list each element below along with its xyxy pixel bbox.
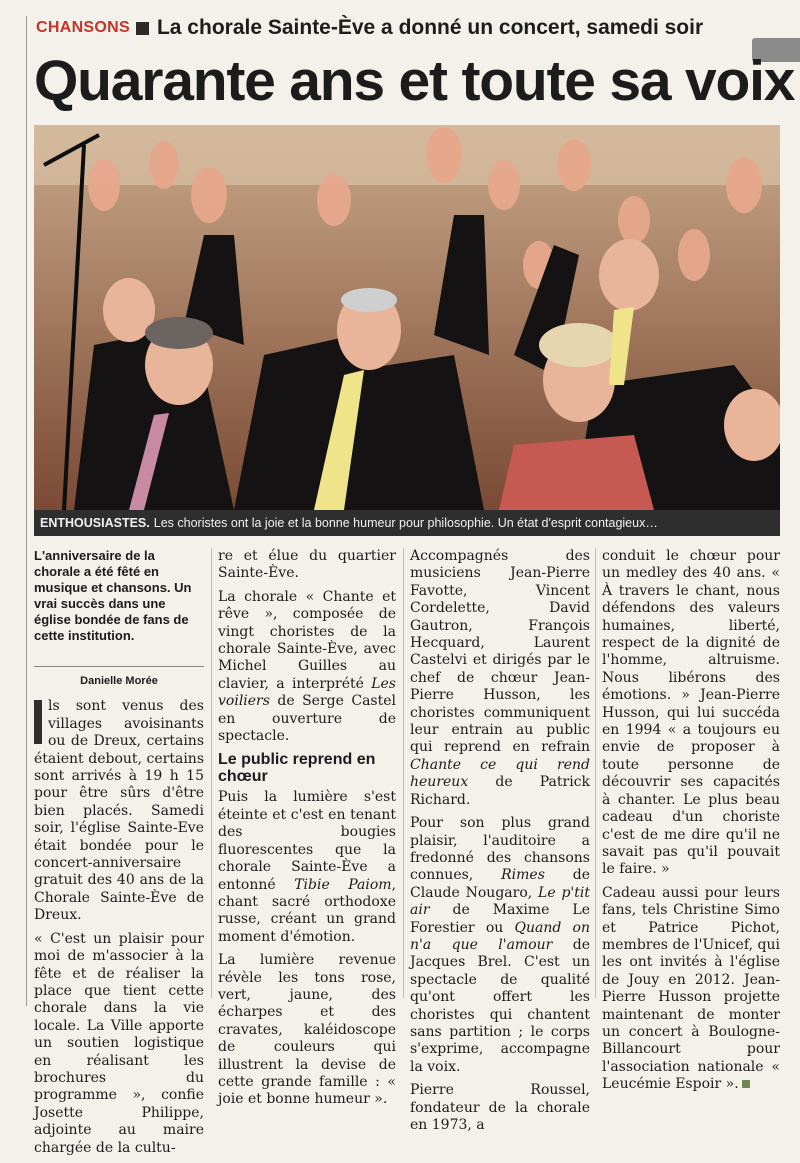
- paragraph: [410, 815, 590, 1076]
- song-title: Rimes: [501, 867, 545, 884]
- paragraph: [218, 589, 396, 746]
- text-run: Cadeau aussi pour leurs fans, tels Christine Simo et Patrice Pichot, membres de l'Unicef, qui les ont invités à l'église de Jouy en 2012. Jean-Pierre Husson projette maintenant de monter un concert à Boulogne-Billancourt pour l'association nationale « Leucémie Espoir ».: [602, 884, 780, 1093]
- byline: Danielle Morée: [34, 666, 204, 690]
- song-title: Quand on n'a que l'amour: [410, 919, 591, 953]
- kicker: [36, 14, 703, 42]
- subheading: Le public reprend en chœur: [218, 751, 376, 786]
- drop-cap-bar: [34, 700, 42, 744]
- text-run: de Patrick Richard.: [410, 774, 590, 808]
- column-1: [34, 548, 204, 1163]
- article-photo: [34, 125, 780, 510]
- song-title: Tibie Paiom: [294, 876, 392, 893]
- paragraph-text: ls sont venus des villages avoisinants ou de Dreux, certains étaient debout, certains sont arrivés à 19 h 15 pour être sûrs d'être bien placés. Samedi soir, l'église Sainte-Eve était bondée pour le concert-anniversaire gratuit des 40 ans de la Chorale Sainte-Ève de Dreux.: [34, 698, 204, 924]
- section-label: CHANSONS: [36, 19, 130, 36]
- photo-caption: [34, 510, 780, 536]
- column-divider: [595, 548, 596, 998]
- headline: Quarante ans et toute sa voix: [34, 49, 795, 113]
- text-run: Accompagnés des musiciens Jean-Pierre Favotte, Vincent Cordelette, David Gautron, François Hecquard, Laurent Castelvi et dirigés par le chef de chœur Jean-Pierre Husson, les choristes communiquent leur entrain au public qui reprend en refrain: [410, 548, 590, 756]
- column-3: [410, 548, 590, 1140]
- paragraph: re et élue du quartier Sainte-Ève.: [218, 548, 396, 582]
- text-run: de Serge Castel en ouverture de spectacle.: [218, 693, 396, 745]
- caption-label: ENTHOUSIASTES.: [40, 516, 150, 530]
- standfirst: L'anniversaire de la chorale a été fêté en musique et chansons. Un vrai succès dans une église bondée de fans de cette institution.: [34, 548, 192, 643]
- caption-text: Les choristes ont la joie et la bonne humeur pour philosophie. Un état d'esprit contagieux…: [153, 516, 658, 530]
- paragraph: La lumière revenue révèle les tons rose, vert, jaune, des écharpes et des cravates, kaléidoscope de couleurs qui illustrent la devise de cette grande famille : « joie et bonne humeur ».: [218, 952, 396, 1108]
- paragraph: [34, 698, 204, 924]
- column-2: [218, 548, 396, 1115]
- end-of-article-icon: [742, 1080, 750, 1088]
- paragraph: « C'est un plaisir pour moi de m'associer à la fête et de réaliser la place que tient cette chorale dans la vie locale. La Ville apporte un soutien logistique en réalisant les brochures du programme », confie Josette Philippe, adjointe au maire chargée de la cultu-: [34, 930, 204, 1156]
- square-bullet-icon: [136, 22, 149, 35]
- text-run: La chorale « Chante et rêve », composée de vingt choristes de la chorale Sainte-Ève, avec Michel Guilles au clavier, a interprété: [218, 588, 396, 692]
- song-title: Les voiliers: [218, 675, 396, 710]
- column-4: [602, 548, 780, 1100]
- song-title: Le p'tit air: [410, 884, 590, 919]
- song-title: Chante ce qui rend heureux: [410, 756, 590, 791]
- paragraph: conduit le chœur pour un medley des 40 ans. « À travers le chant, nous défendons des valeurs humaines, liberté, respect de la dignité de l'homme, altruisme. Nous libérons des émotions. » Jean-Pierre Husson, qui lui succéda en 1994 « a toujours eu envie de proposer à toute personne de découvrir ses capacités à chanter. Le plus beau cadeau d'un choriste c'est de me dire qu'il ne savait pas qu'il pouvait le faire. »: [602, 548, 780, 878]
- text-run: de Maxime Le Forestier ou: [410, 902, 590, 936]
- text-run: de Jacques Brel. C'est un spectacle de qualité qu'ont offert les choristes qui chantent sans partition ; le corps s'exprime, accompagne la voix.: [410, 936, 590, 1075]
- paragraph: [218, 789, 396, 946]
- text-run: Puis la lumière s'est éteinte et c'est en tenant des bougies fluorescentes que la chorale Sainte-Ève a entonné: [218, 789, 396, 893]
- column-divider: [403, 548, 404, 998]
- choir-photo-illustration: [34, 125, 780, 510]
- left-margin-rule: [26, 16, 27, 1006]
- paragraph: Pierre Roussel, fondateur de la chorale en 1973, a: [410, 1082, 590, 1133]
- text-run: Pour son plus grand plaisir, l'auditoire a fredonné des chansons connues,: [410, 815, 590, 884]
- text-run: de Claude Nougaro,: [410, 867, 590, 901]
- paragraph: [602, 885, 780, 1094]
- overline: La chorale Sainte-Ève a donné un concert, samedi soir: [156, 16, 704, 39]
- paragraph: [410, 548, 590, 809]
- text-run: , chant sacré orthodoxe russe, créant un grand moment d'émotion.: [218, 876, 397, 945]
- column-divider: [211, 548, 212, 998]
